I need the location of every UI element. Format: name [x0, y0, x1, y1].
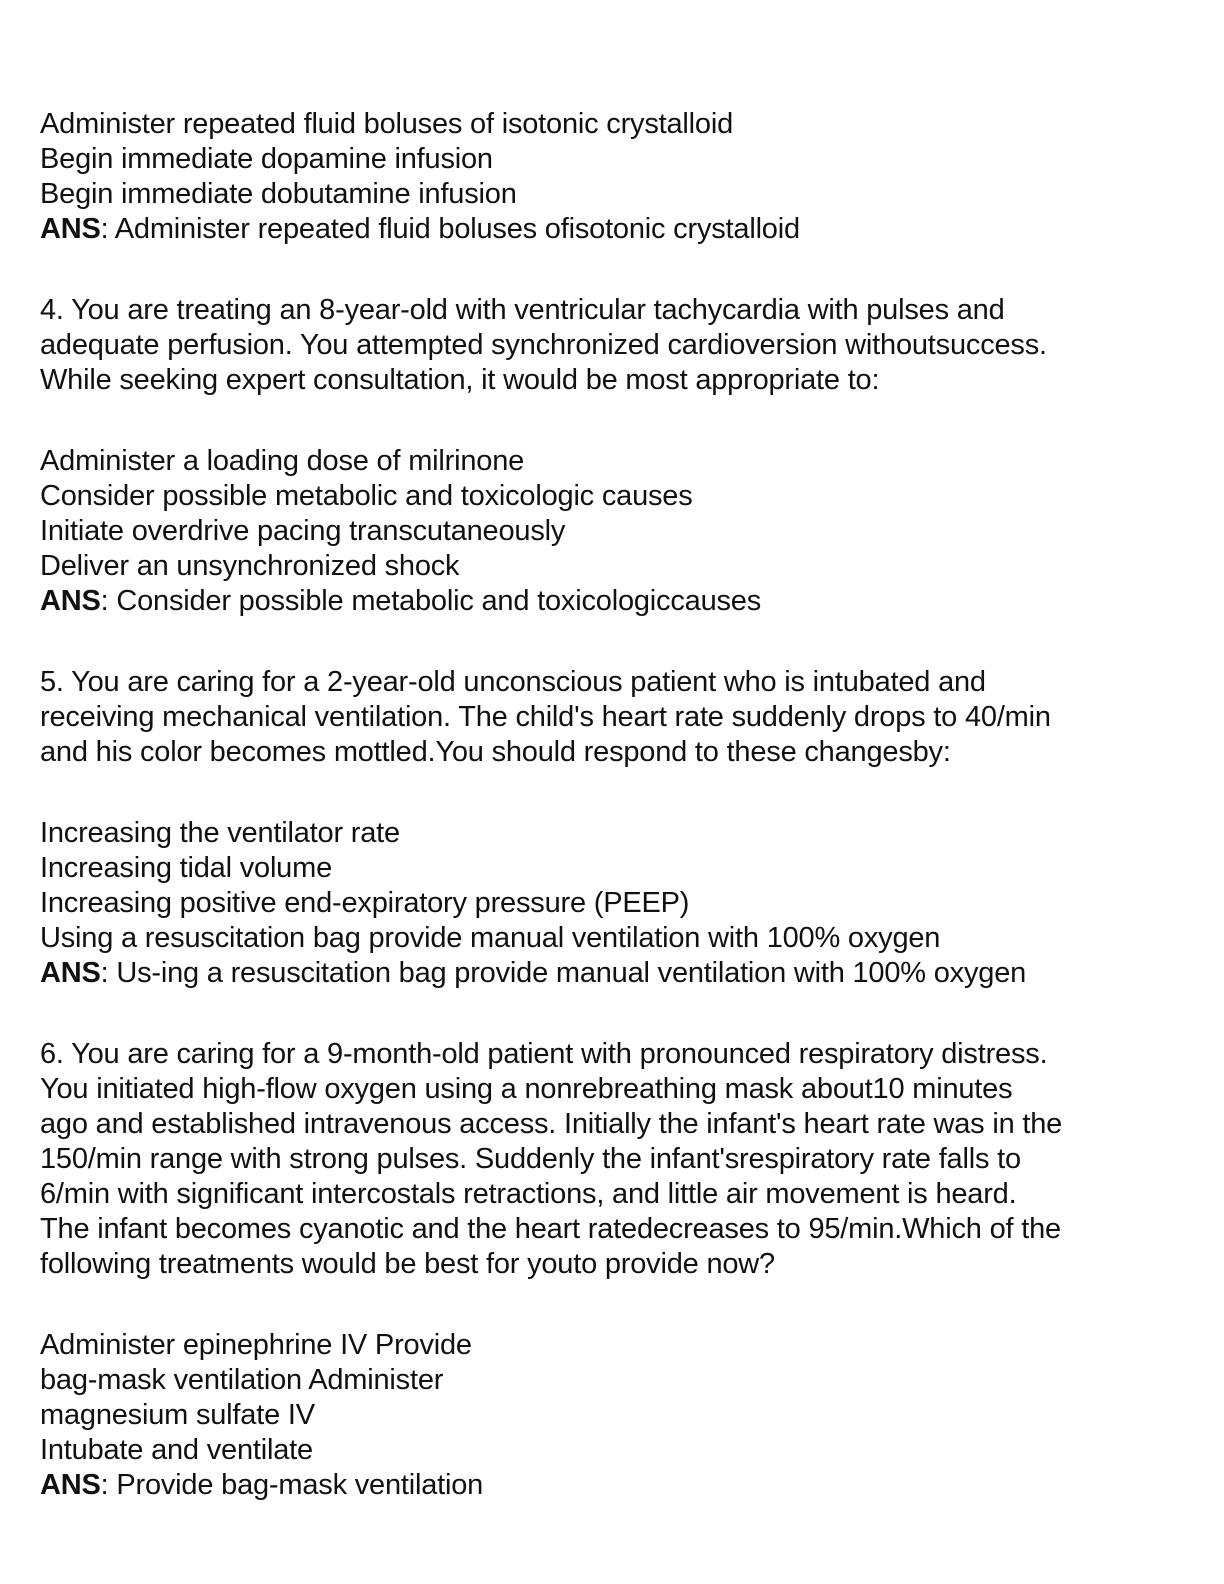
- answer-line: [40, 584, 1190, 619]
- option-line: Increasing positive end-expiratory pressure (PEEP): [40, 887, 690, 919]
- option-line: Increasing tidal volume: [40, 852, 332, 884]
- option-line: Administer a loading dose of milrinone: [40, 445, 525, 477]
- question-line: You initiated high-flow oxygen using a nonrebreathing mask about10 minutes: [40, 1073, 1013, 1105]
- question-line: 6. You are caring for a 9-month-old patient with pronounced respiratory distress.: [40, 1038, 1048, 1070]
- answer-label: ANS: [40, 585, 101, 617]
- answer-label: ANS: [40, 957, 101, 989]
- question-line: adequate perfusion. You attempted synchronized cardioversion withoutsuccess.: [40, 329, 1047, 361]
- option-line: Increasing the ventilator rate: [40, 817, 400, 849]
- answer-text: : Provide bag-mask ventilation: [100, 1469, 484, 1501]
- answer-line: [40, 1468, 1190, 1503]
- option-line: Begin immediate dobutamine infusion: [40, 178, 517, 210]
- option-line: Initiate overdrive pacing transcutaneously: [40, 515, 566, 547]
- answer-text: : Consider possible metabolic and toxicologiccauses: [100, 585, 762, 617]
- question-6: [40, 1037, 1190, 1503]
- question-line: 4. You are treating an 8-year-old with ventricular tachycardia with pulses and: [40, 294, 1005, 326]
- question-line: The infant becomes cyanotic and the heart ratedecreases to 95/min.Which of the: [40, 1213, 1061, 1245]
- option-line: Consider possible metabolic and toxicologic causes: [40, 480, 693, 512]
- option-line: Administer repeated fluid boluses of isotonic crystalloid: [40, 108, 734, 140]
- question-line: receiving mechanical ventilation. The child's heart rate suddenly drops to 40/min: [40, 701, 1051, 733]
- document-page: [40, 107, 1190, 1503]
- option-line: magnesium sulfate IV: [40, 1399, 315, 1431]
- question-line: While seeking expert consultation, it would be most appropriate to:: [40, 364, 880, 396]
- answer-line: [40, 212, 1190, 247]
- option-line: bag-mask ventilation Administer: [40, 1364, 444, 1396]
- answer-label: ANS: [40, 1469, 101, 1501]
- question-line: and his color becomes mottled.You should respond to these changesby:: [40, 736, 951, 768]
- question-3-continuation: [40, 107, 1190, 247]
- question-line: 6/min with significant intercostals retractions, and little air movement is heard.: [40, 1178, 1017, 1210]
- question-line: 5. You are caring for a 2-year-old unconscious patient who is intubated and: [40, 666, 986, 698]
- option-line: Using a resuscitation bag provide manual ventilation with 100% oxygen: [40, 922, 941, 954]
- question-4: [40, 293, 1190, 619]
- option-line: Administer epinephrine IV Provide: [40, 1329, 472, 1361]
- answer-text: : Us-ing a resuscitation bag provide manual ventilation with 100% oxygen: [100, 957, 1027, 989]
- option-line: Begin immediate dopamine infusion: [40, 143, 493, 175]
- option-line: Deliver an unsynchronized shock: [40, 550, 460, 582]
- question-line: ago and established intravenous access. Initially the infant's heart rate was in the: [40, 1108, 1063, 1140]
- answer-line: [40, 956, 1190, 991]
- question-line: following treatments would be best for youto provide now?: [40, 1248, 775, 1280]
- question-5: [40, 665, 1190, 991]
- answer-label: ANS: [40, 213, 101, 245]
- answer-text: : Administer repeated fluid boluses ofisotonic crystalloid: [100, 213, 800, 245]
- question-line: 150/min range with strong pulses. Suddenly the infant'srespiratory rate falls to: [40, 1143, 1021, 1175]
- option-line: Intubate and ventilate: [40, 1434, 313, 1466]
